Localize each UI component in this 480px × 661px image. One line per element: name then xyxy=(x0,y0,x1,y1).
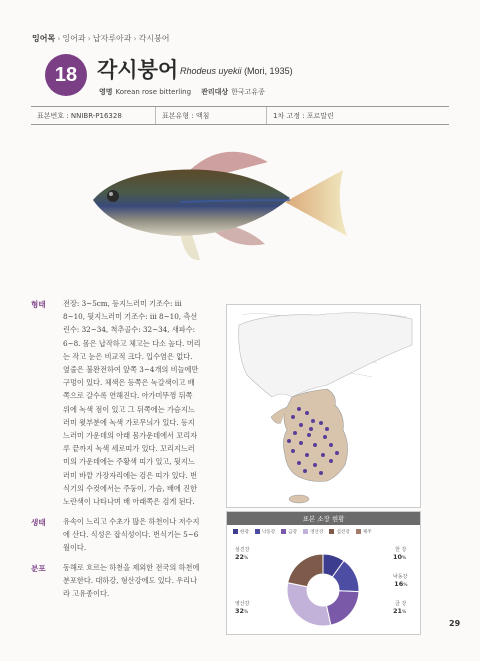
label-yeongsan xyxy=(235,601,250,616)
species-name-korean: 각시붕어 xyxy=(97,58,179,82)
species-scientific-name xyxy=(180,66,293,76)
legend-label: 낙동강 xyxy=(261,530,276,535)
english-name: Korean rose bitterling xyxy=(115,88,192,96)
species-meta xyxy=(99,87,265,97)
pie-slice-2 xyxy=(326,591,359,625)
ecology-line: 에 산다. 식성은 잡식성이다. 번식기는 5~6 xyxy=(63,530,199,540)
form-line: 쪽으로 갈수록 연해진다. 아가미뚜껑 뒤쪽 xyxy=(63,391,193,401)
form-line: 8~10, 뒷지느러미 기조수: iii 8~10, 측선 xyxy=(63,312,198,322)
distribution-map xyxy=(226,304,421,508)
specimen-collection-chart xyxy=(226,511,421,635)
specimen-id: 표본번호 : NNIBR-P16328 xyxy=(31,107,156,124)
distribution-line: 분포한다. 대하강, 형산강에도 있다. 우리나 xyxy=(63,576,198,586)
tail-fin xyxy=(285,170,347,236)
ecology-label: 생태 xyxy=(31,518,46,527)
jeju-island xyxy=(289,495,309,503)
form-line: 러미 바깥 가장자리에는 검은 띠가 있다. 번 xyxy=(63,470,198,480)
label-seomjin-value: 22 xyxy=(235,553,245,561)
label-geum-unit: % xyxy=(402,610,407,615)
page-number: 29 xyxy=(449,619,461,628)
form-line: 는 작고 눈은 비교적 크다. 입수염은 없다. xyxy=(63,351,193,361)
label-han xyxy=(393,547,406,562)
ecology-text xyxy=(63,515,199,555)
distribution-line: 동해로 흐르는 하천을 제외한 전국의 하천에 xyxy=(63,563,200,572)
form-line: 위에 녹색 점이 있고 그 뒤쪽에는 가슴지느 xyxy=(63,404,195,414)
specimen-info-bar xyxy=(31,106,449,125)
form-line: 전장: 3~5cm, 등지느러미 기조수: iii xyxy=(63,299,182,308)
legend-label: 제주 xyxy=(362,530,372,535)
label-seomjin-name: 섬진강 xyxy=(235,547,250,553)
breadcrumb-current: 각시붕어 xyxy=(138,34,170,43)
label-nakdong-unit: % xyxy=(403,583,408,588)
label-yeongsan-name: 영산강 xyxy=(235,601,250,607)
breadcrumb-subfamily: 납자루아과 xyxy=(92,34,132,43)
label-geum-name: 금 강 xyxy=(395,601,407,607)
form-line: 루 끝까지 녹색 세로띠가 있다. 꼬리지느러 xyxy=(63,444,195,454)
label-geum xyxy=(393,601,406,616)
label-yeongsan-unit: % xyxy=(244,610,249,615)
form-line: 러미 윗부분에 녹색 가로무늬가 있다. 등지 xyxy=(63,417,195,427)
fish-eye xyxy=(107,190,119,202)
label-geum-value: 21 xyxy=(393,607,403,615)
ecology-line: 월이다. xyxy=(63,543,87,553)
status-label: 관리대상 xyxy=(201,88,229,96)
legend-label: 영산강 xyxy=(310,530,324,535)
pie-slice-3 xyxy=(287,583,331,626)
pie-slice-4 xyxy=(288,554,323,587)
form-line: 식기의 수컷에서는 주둥이, 가슴, 배에 진한 xyxy=(63,483,198,493)
fish-body xyxy=(93,170,290,236)
scientific-author: (Mori, 1935) xyxy=(244,66,293,76)
species-number-badge: 18 xyxy=(45,54,87,96)
scientific-binomial: Rhodeus uyekii xyxy=(180,66,242,76)
label-han-unit: % xyxy=(402,556,407,561)
legend-label: 섬진강 xyxy=(336,530,350,535)
form-line: 옆줄은 불완전하여 앞쪽 3~4개의 비늘에만 xyxy=(63,365,199,375)
breadcrumb: 잉어목 › 잉어과 › 납자루아과 › 각시붕어 xyxy=(32,34,170,43)
form-text xyxy=(63,297,201,508)
distribution-line: 라 고유종이다. xyxy=(63,589,110,599)
distribution-text xyxy=(63,561,199,601)
distribution-label: 분포 xyxy=(31,564,46,573)
label-yeongsan-value: 32 xyxy=(235,607,245,615)
korea-map xyxy=(227,305,420,507)
breadcrumb-order: 잉어목 xyxy=(32,34,56,43)
english-name-label: 영명 xyxy=(99,88,113,96)
form-line: 린수: 32~34, 척추골수: 32~34, 새파수: xyxy=(63,325,196,335)
status-value: 한국고유종 xyxy=(231,88,265,96)
pie-chart xyxy=(227,512,420,634)
chart-title: 표본 소장 현황 xyxy=(227,512,420,525)
form-line: 구멍이 있다. 체색은 등쪽은 녹갈색이고 배 xyxy=(63,378,195,388)
ecology-line: 유속이 느리고 수초가 많은 하천이나 저수지 xyxy=(63,517,200,526)
legend-label: 금강 xyxy=(288,530,298,535)
label-nakdong-name: 낙동강 xyxy=(393,574,408,580)
label-seomjin xyxy=(235,547,250,562)
label-seomjin-unit: % xyxy=(244,556,249,561)
specimen-fixation: 1차 고정 : 포르말린 xyxy=(273,111,334,120)
form-line: 노란색이 나타나며 배 아래쪽은 검게 된다. xyxy=(63,497,195,507)
south-korea-region xyxy=(283,389,347,482)
label-han-value: 10 xyxy=(393,553,403,561)
form-label: 형태 xyxy=(31,300,46,309)
specimen-type: 표본유형 : 액침 xyxy=(156,107,267,124)
form-line: 느러미 가운데의 아래 몸가운데에서 꼬리자 xyxy=(63,431,198,441)
label-han-name: 한 강 xyxy=(395,547,407,553)
label-nakdong xyxy=(393,574,408,589)
breadcrumb-family: 잉어과 xyxy=(62,34,86,43)
form-line: 미의 가운데에는 주황색 띠가 있고, 뒷지느 xyxy=(63,457,195,467)
legend-label: 한강 xyxy=(240,530,249,535)
fish-photo xyxy=(85,140,355,270)
label-nakdong-value: 16 xyxy=(394,580,404,588)
form-line: 6~8. 몸은 납작하고 체고는 다소 높다. 머리 xyxy=(63,338,201,348)
